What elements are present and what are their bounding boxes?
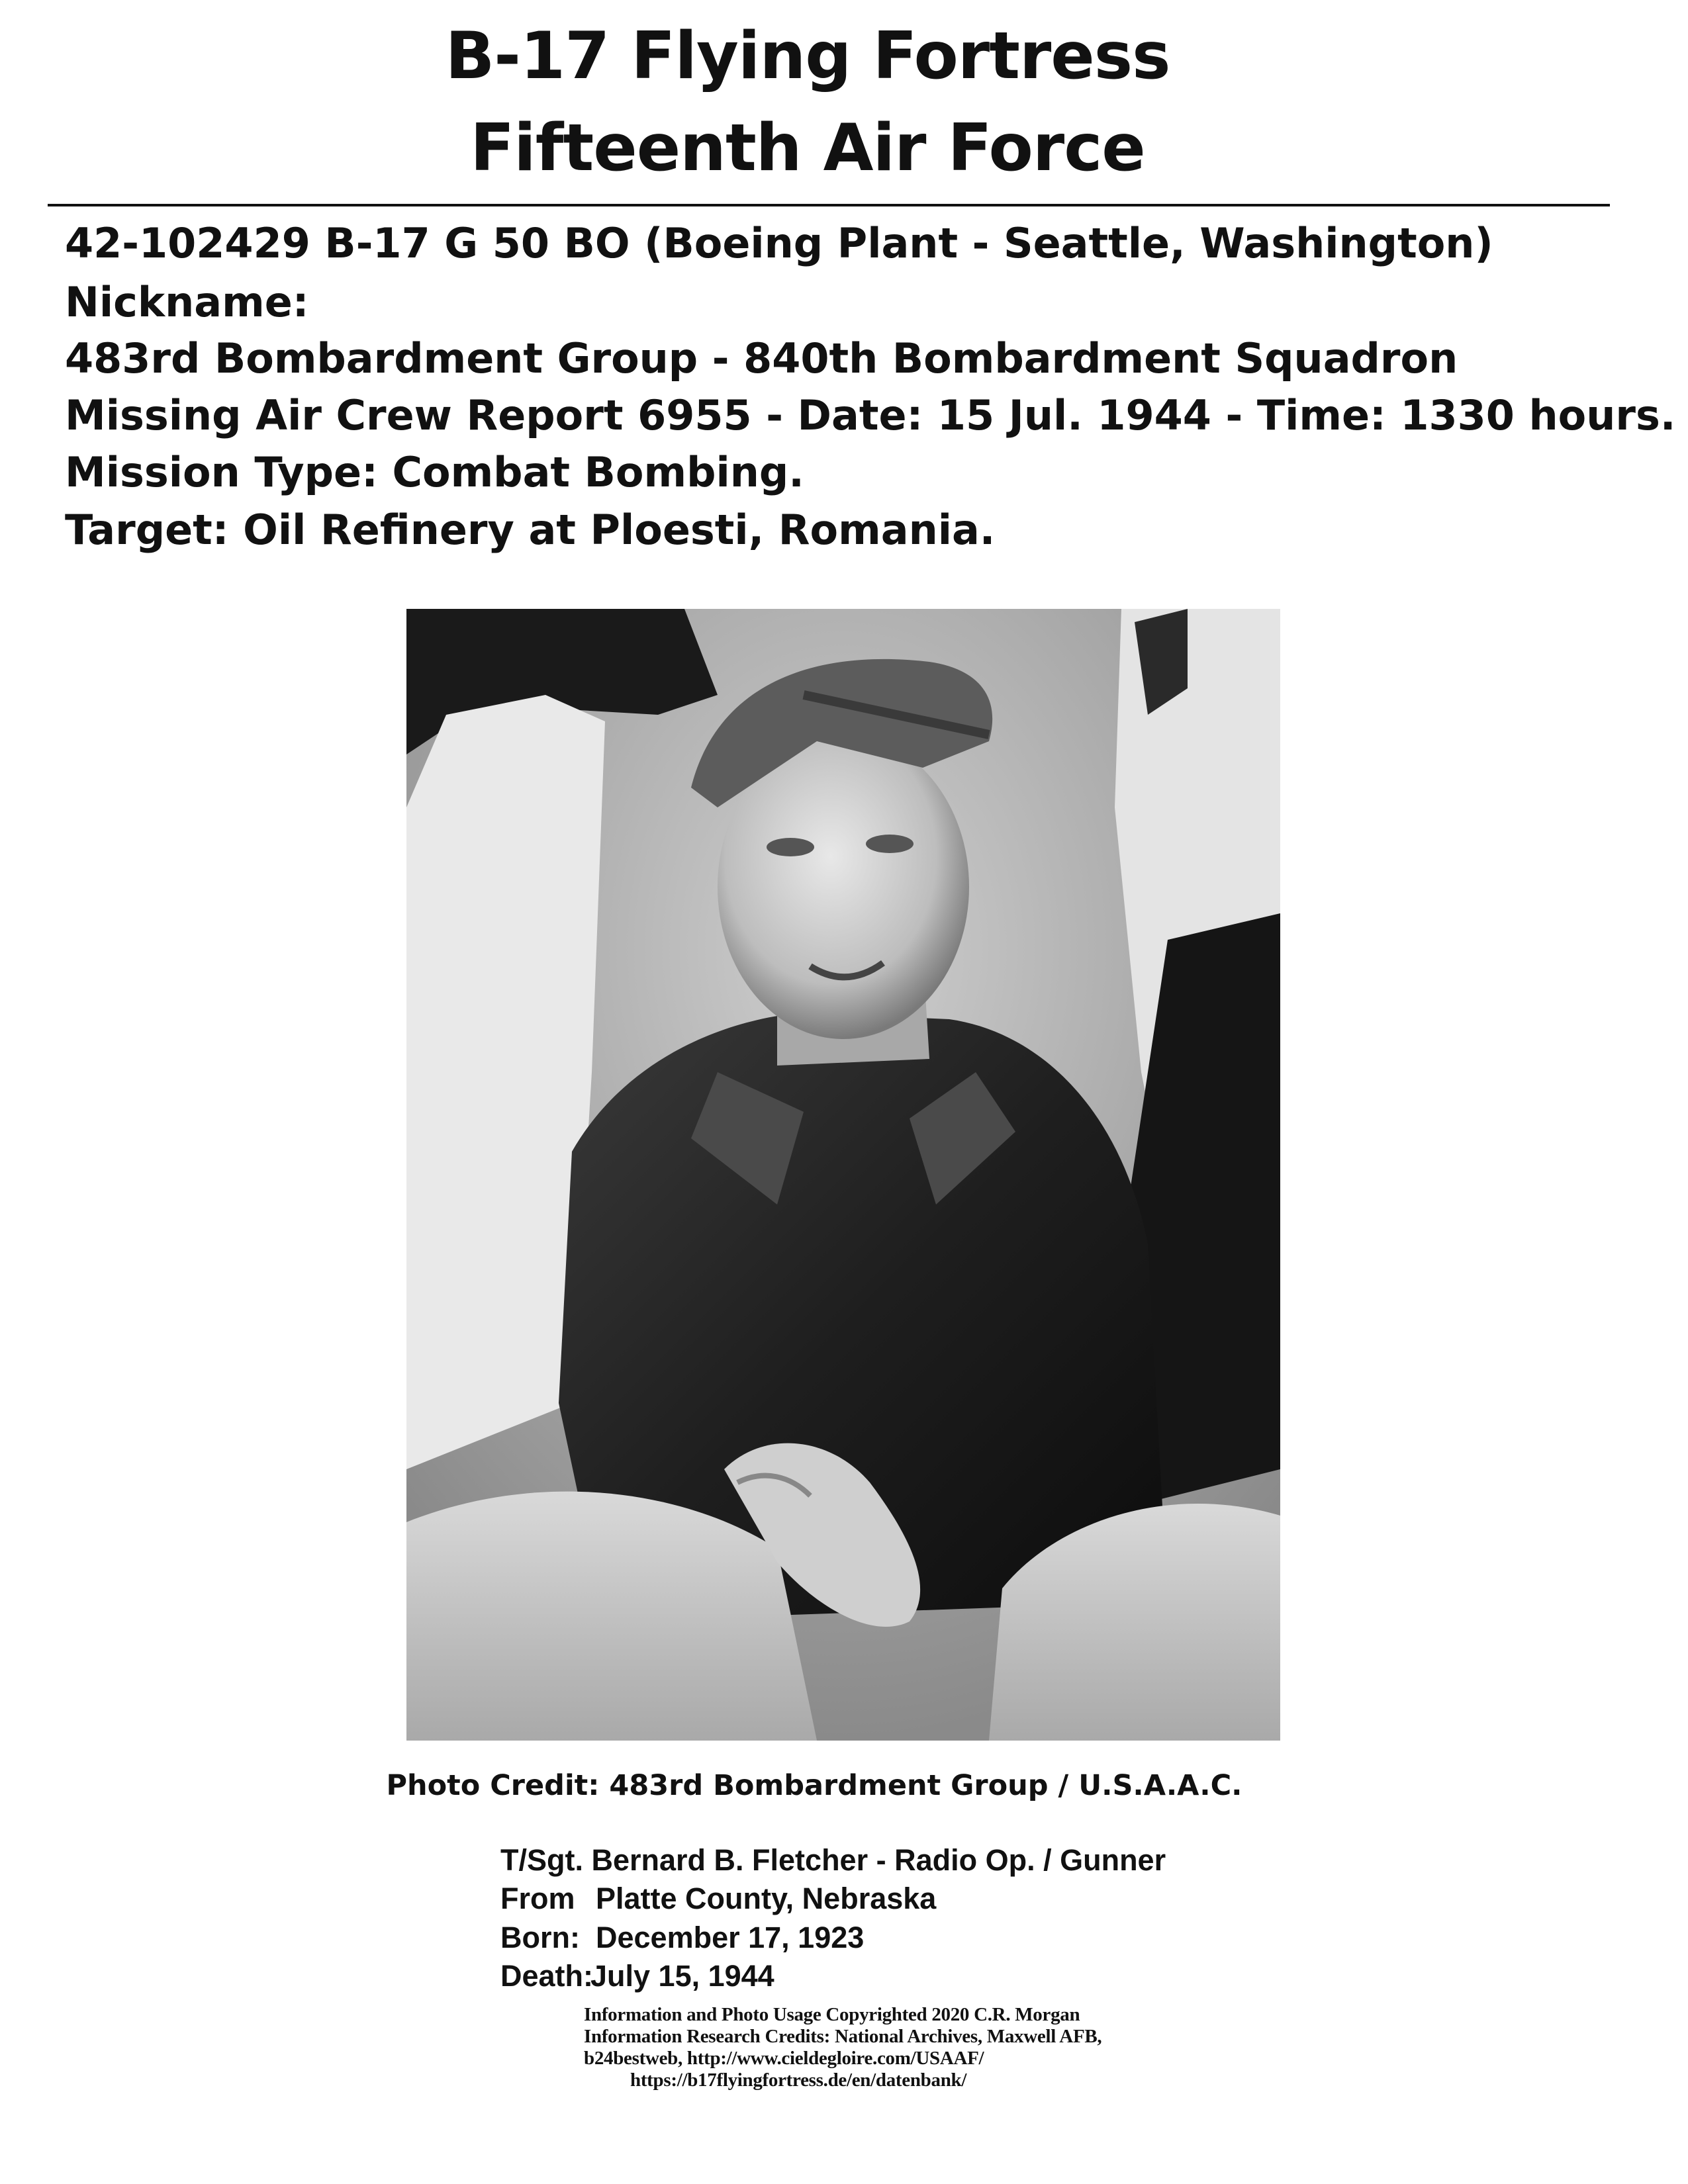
photo-credit: Photo Credit: 483rd Bombardment Group / U.S.A.A.C. — [386, 1769, 1243, 1802]
page-title-line-2: Fifteenth Air Force — [470, 111, 1145, 186]
macr-line: Missing Air Crew Report 6955 - Date: 15 Jul. 1944 - Time: 1330 hours. — [65, 391, 1676, 439]
aircraft-serial: 42-102429 B-17 G 50 BO (Boeing Plant - Seattle, Washington) — [65, 219, 1493, 267]
from-value: Platte County, Nebraska — [596, 1882, 937, 1915]
crewman-born — [500, 1923, 864, 1952]
mission-type: Mission Type: Combat Bombing. — [65, 448, 804, 496]
research-sources-line: b24bestweb, http://www.cieldegloire.com/USAAF/ — [584, 2048, 984, 2069]
header-divider — [48, 204, 1610, 206]
mission-target: Target: Oil Refinery at Ploesti, Romania. — [65, 506, 996, 554]
research-credits-line: Information Research Credits: National Archives, Maxwell AFB, — [584, 2026, 1102, 2047]
crewman-death — [500, 1961, 774, 1991]
born-label: Born: — [500, 1921, 580, 1954]
born-value: December 17, 1923 — [596, 1921, 865, 1954]
from-label: From — [500, 1882, 575, 1915]
airman-portrait-photo — [406, 609, 1280, 1741]
research-url-line: https://b17flyingfortress.de/en/datenbank/ — [630, 2070, 967, 2091]
death-value: July 15, 1944 — [590, 1959, 774, 1993]
page-title-line-1: B-17 Flying Fortress — [445, 19, 1170, 94]
aircraft-nickname: Nickname: — [65, 278, 309, 326]
crewman-name-role: T/Sgt. Bernard B. Fletcher - Radio Op. / Gunner — [500, 1843, 1166, 1877]
copyright-line: Information and Photo Usage Copyrighted 2020 C.R. Morgan — [584, 2004, 1080, 2025]
aircraft-unit: 483rd Bombardment Group - 840th Bombardment Squadron — [65, 334, 1458, 383]
death-label: Death: — [500, 1959, 594, 1993]
crewman-from — [500, 1884, 936, 1913]
